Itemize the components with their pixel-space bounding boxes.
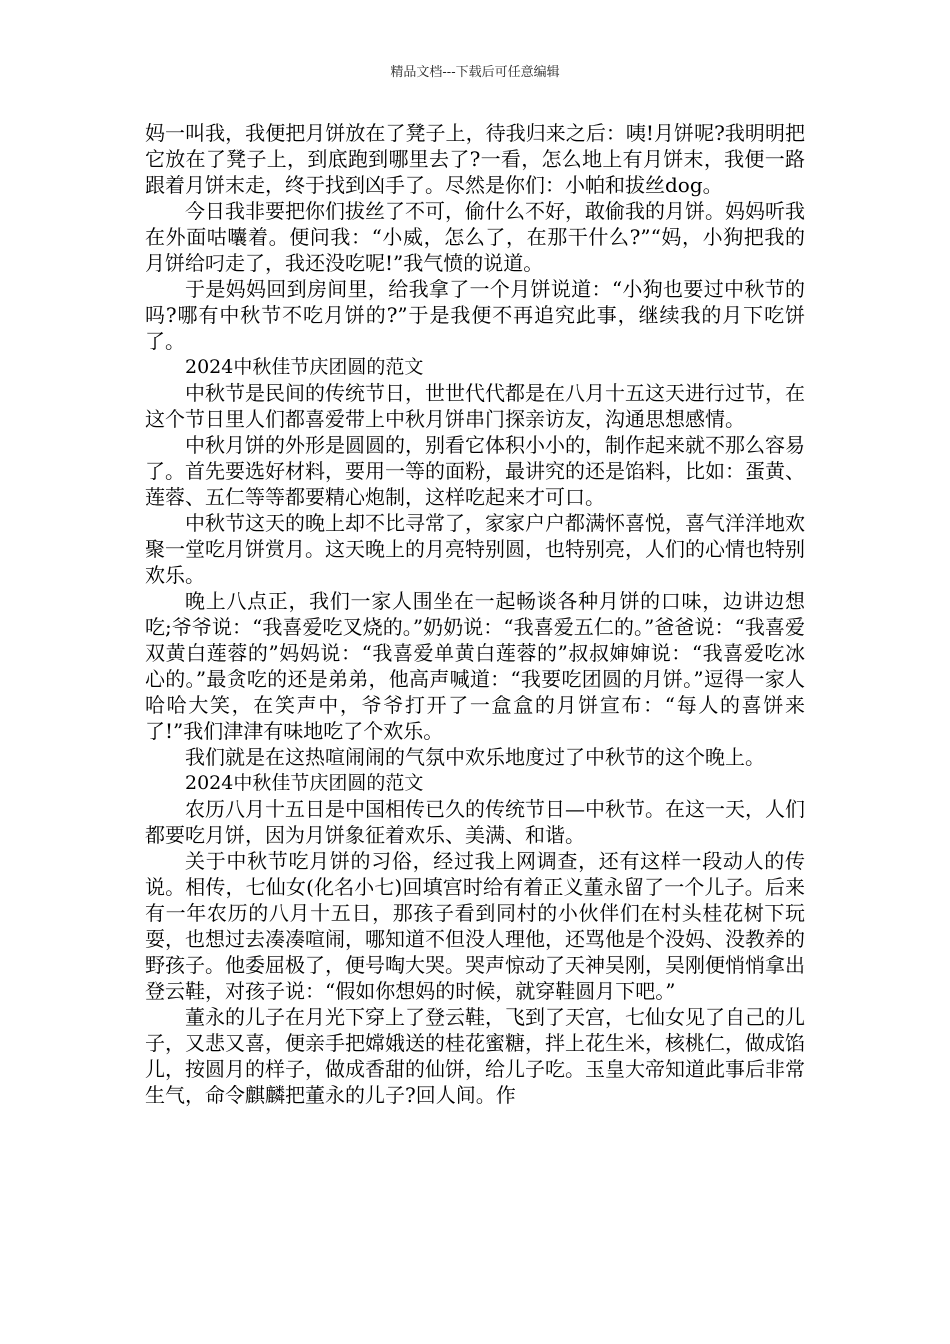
paragraph: 关于中秋节吃月饼的习俗，经过我上网调查，还有这样一段动人的传说。相传，七仙女(化名小七)回填宫时给有着正义董永留了一个儿子。后来有一年农历的八月十五日，那孩子看到同村的小伙伴们在村头桂花树下玩耍，也想过去凑凑喧闹，哪知道不但没人理他，还骂他是个没妈、没教养的野孩子。他委屈极了，便号啕大哭。哭声惊动了天神吴刚，吴刚便悄悄拿出登云鞋，对孩子说：“假如你想妈的时候，就穿鞋圆月下吧。” <box>145 849 805 1003</box>
paragraph: 董永的儿子在月光下穿上了登云鞋，飞到了天宫，七仙女见了自己的儿子，又悲又喜，便亲手把嫦娥送的桂花蜜糖，拌上花生米，核桃仁，做成馅儿，按圆月的样子，做成香甜的仙饼，给儿子吃。玉皇大帝知道此事后非常生气，命令麒麟把董永的儿子?回人间。作 <box>145 1005 805 1107</box>
section-title: 2024中秋佳节庆团圆的范文 <box>185 772 424 794</box>
paragraph: 晚上八点正，我们一家人围坐在一起畅谈各种月饼的口味，边讲边想吃;爷爷说：“我喜爱吃叉烧的。”奶奶说：“我喜爱五仁的。”爸爸说：“我喜爱双黄白莲蓉的”妈妈说：“我喜爱单黄白莲蓉的”叔叔婶婶说：“我喜爱吃冰心的。”最贪吃的还是弟弟，他高声喊道：“我要吃团圆的月饼。”逗得一家人哈哈大笑，在笑声中，爷爷打开了一盒盒的月饼宣布：“每人的喜饼来了!”我们津津有味地吃了个欢乐。 <box>145 589 805 743</box>
section-title: 2024中秋佳节庆团圆的范文 <box>185 356 424 378</box>
paragraph: 妈一叫我，我便把月饼放在了凳子上，待我归来之后：咦!月饼呢?我明明把它放在了凳子上，到底跑到哪里去了?一看，怎么地上有月饼末，我便一路跟着月饼末走，终于找到凶手了。尽然是你们：小帕和拔丝dog。 <box>145 121 805 197</box>
document-body <box>145 120 805 1108</box>
paragraph: 今日我非要把你们拔丝了不可，偷什么不好，敢偷我的月饼。妈妈听我在外面咕囔着。便问我：“小威，怎么了，在那干什么?”“妈，小狗把我的月饼给叼走了，我还没吃呢!”我气愤的说道。 <box>145 199 805 275</box>
paragraph: 中秋月饼的外形是圆圆的，别看它体积小小的，制作起来就不那么容易了。首先要选好材料，要用一等的面粉，最讲究的还是馅料，比如：蛋黄、莲蓉、五仁等等都要精心炮制，这样吃起来才可口。 <box>145 433 805 509</box>
paragraph: 于是妈妈回到房间里，给我拿了一个月饼说道：“小狗也要过中秋节的吗?哪有中秋节不吃月饼的?”于是我便不再追究此事，继续我的月下吃饼了。 <box>145 277 805 353</box>
page-header: 精品文档---下载后可任意编辑 <box>390 65 560 80</box>
paragraph: 中秋节是民间的传统节日，世世代代都是在八月十五这天进行过节，在这个节日里人们都喜爱带上中秋月饼串门探亲访友，沟通思想感情。 <box>145 381 805 431</box>
paragraph: 农历八月十五日是中国相传已久的传统节日—中秋节。在这一天，人们都要吃月饼，因为月饼象征着欢乐、美满、和谐。 <box>145 797 805 847</box>
paragraph: 我们就是在这热喧闹闹的气氛中欢乐地度过了中秋节的这个晚上。 <box>185 745 765 769</box>
paragraph: 中秋节这天的晚上却不比寻常了，家家户户都满怀喜悦，喜气洋洋地欢聚一堂吃月饼赏月。这天晚上的月亮特别圆，也特别亮，人们的心情也特别欢乐。 <box>145 511 805 587</box>
